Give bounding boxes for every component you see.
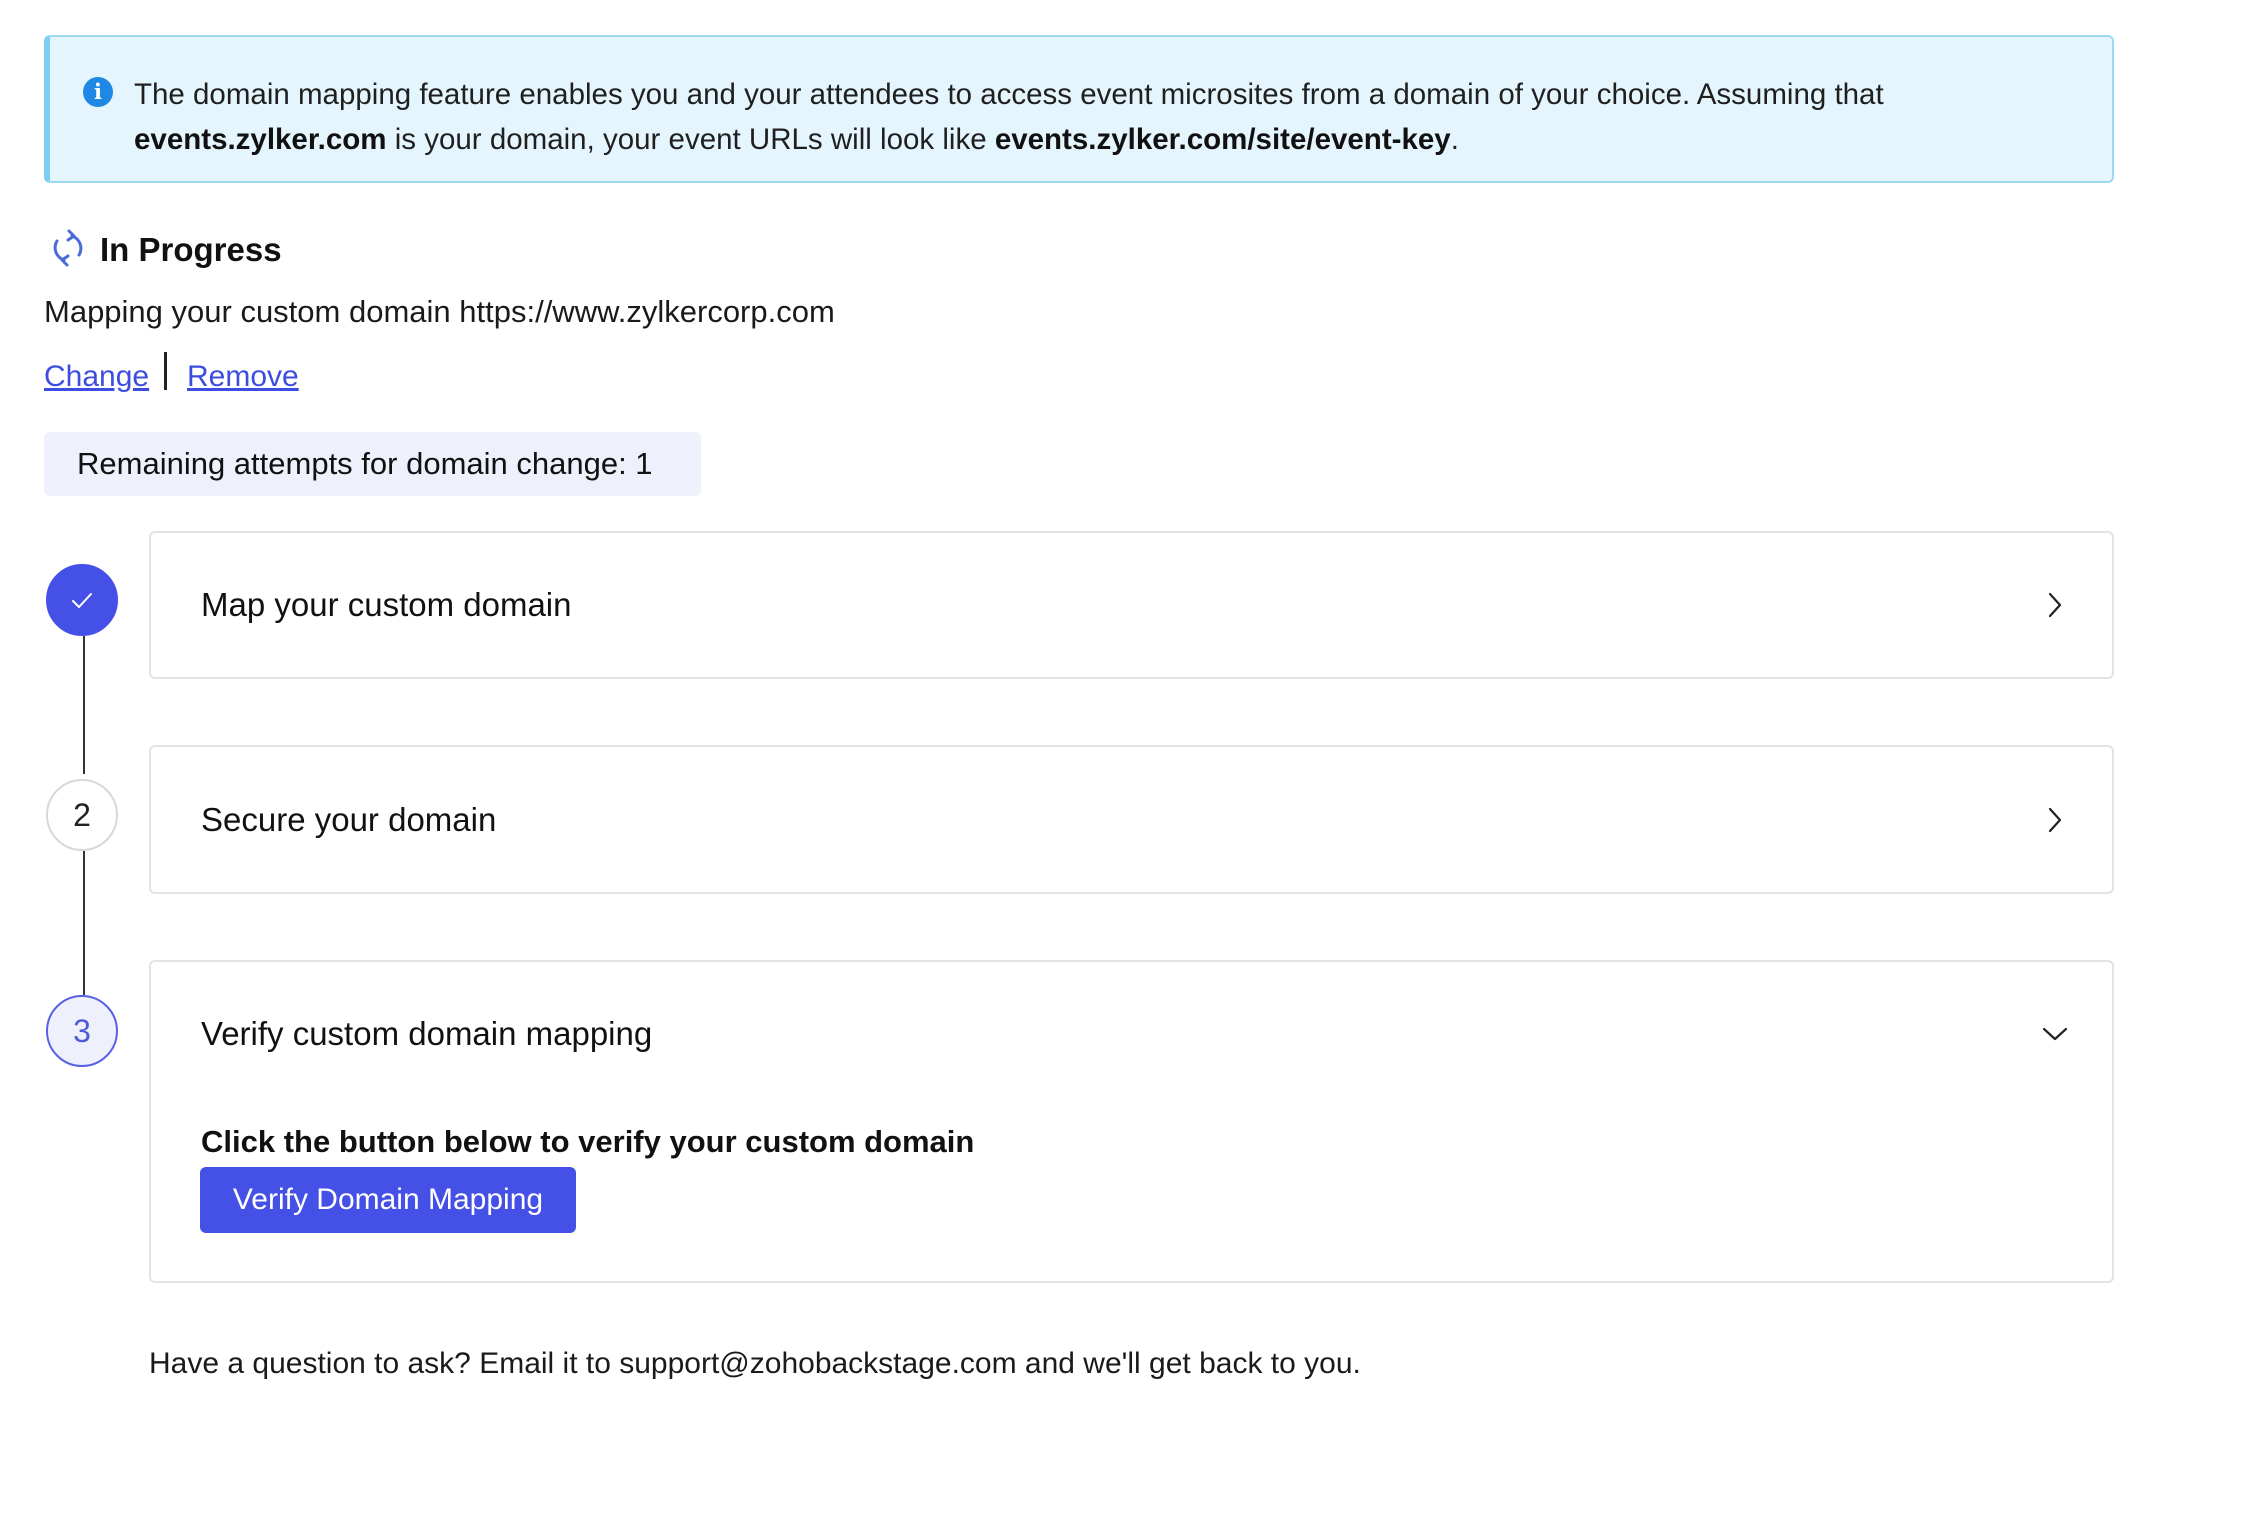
info-banner-text bbox=[134, 72, 2074, 162]
chevron-right-icon[interactable] bbox=[2041, 591, 2069, 619]
sync-icon bbox=[48, 228, 88, 268]
support-help-text: Have a question to ask? Email it to support@zohobackstage.com and we'll get back to you. bbox=[149, 1347, 1361, 1380]
info-text-part-3: . bbox=[1450, 123, 1459, 156]
step-3-title: Verify custom domain mapping bbox=[201, 1015, 653, 1052]
link-divider bbox=[164, 352, 167, 390]
chevron-down-icon[interactable] bbox=[2041, 1020, 2069, 1048]
verify-instructions: Click the button below to verify your custom domain bbox=[201, 1124, 975, 1159]
mapping-status-text: Mapping your custom domain https://www.zylkercorp.com bbox=[44, 294, 835, 329]
status-label: In Progress bbox=[100, 231, 282, 268]
info-domain-example: events.zylker.com bbox=[134, 123, 387, 156]
step-2-title: Secure your domain bbox=[201, 801, 497, 838]
change-link[interactable]: Change bbox=[44, 360, 150, 393]
stepper-connector bbox=[83, 851, 85, 995]
step-1-title: Map your custom domain bbox=[201, 586, 572, 623]
info-icon: i bbox=[83, 77, 113, 107]
step-2-marker: 2 bbox=[46, 779, 118, 851]
step-1-check-icon bbox=[46, 564, 118, 636]
info-text-part-2: is your domain, your event URLs will look like bbox=[386, 123, 995, 156]
chevron-right-icon[interactable] bbox=[2041, 806, 2069, 834]
info-text-part-1: The domain mapping feature enables you and your attendees to access event microsites from a domain of your choice. Assuming that bbox=[134, 78, 1884, 111]
stepper-connector bbox=[83, 636, 85, 774]
step-2-card[interactable] bbox=[149, 745, 2114, 894]
verify-domain-mapping-button[interactable]: Verify Domain Mapping bbox=[200, 1167, 576, 1233]
step-3-card[interactable] bbox=[149, 960, 2114, 1283]
remaining-attempts-badge: Remaining attempts for domain change: 1 bbox=[44, 432, 701, 496]
step-3-marker: 3 bbox=[46, 995, 118, 1067]
info-url-example: events.zylker.com/site/event-key bbox=[994, 123, 1451, 156]
info-banner bbox=[44, 35, 2114, 183]
step-1-card[interactable] bbox=[149, 531, 2114, 679]
remove-link[interactable]: Remove bbox=[187, 360, 299, 393]
